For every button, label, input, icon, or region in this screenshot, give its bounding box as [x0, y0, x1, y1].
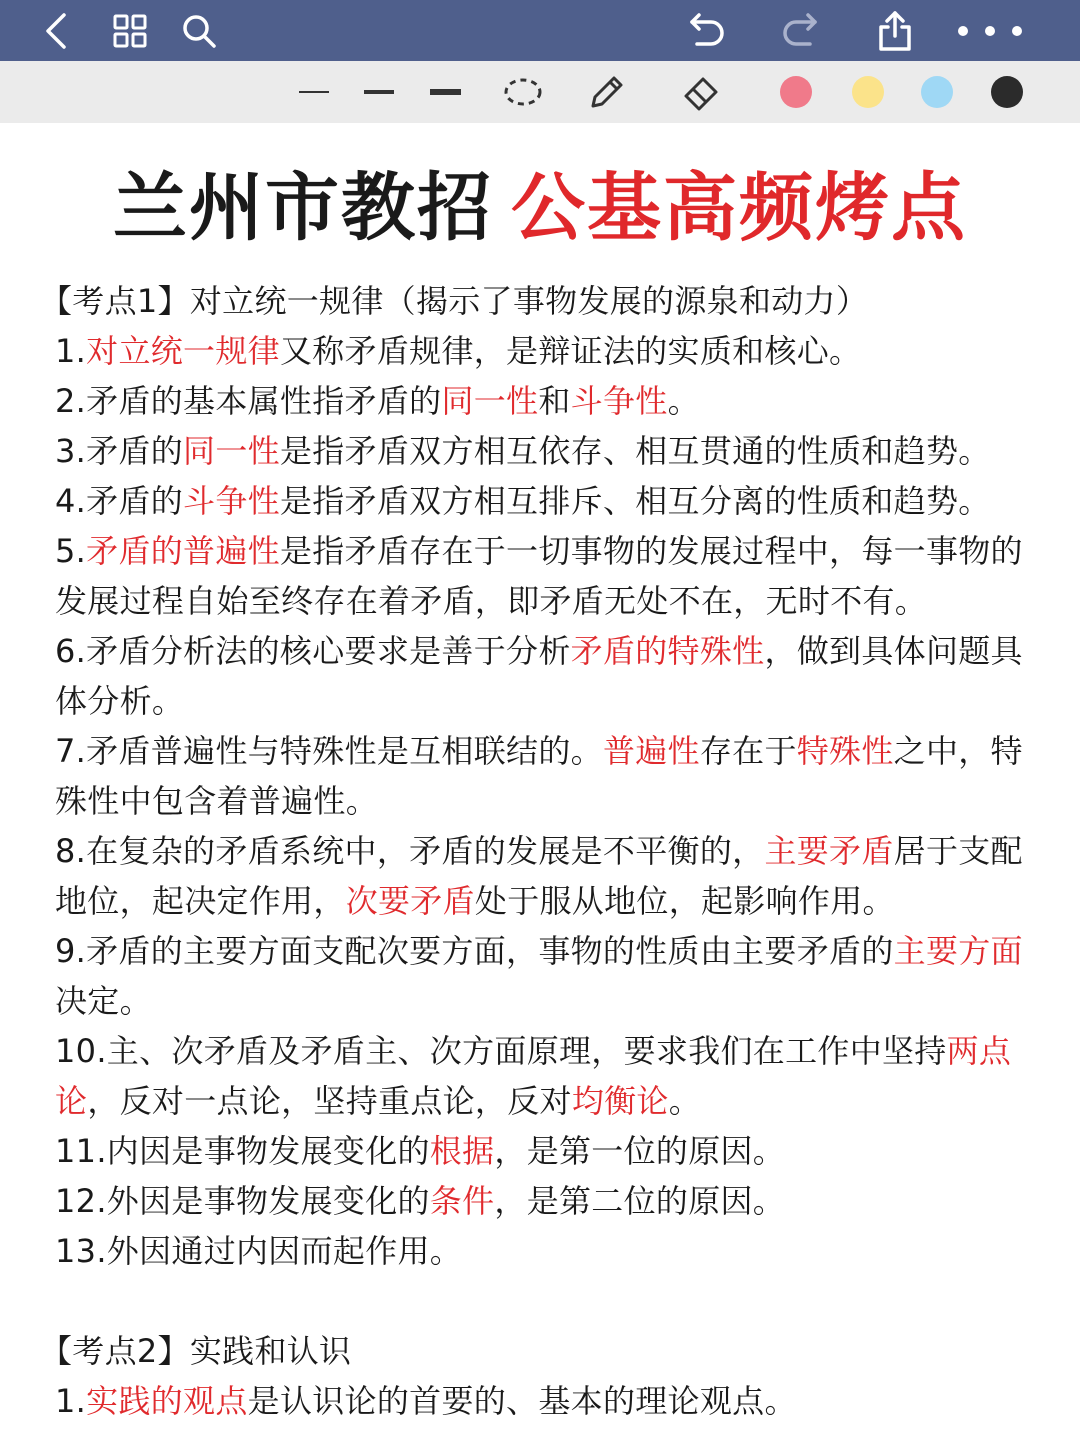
highlighted-term: 斗争性	[570, 382, 668, 420]
highlighted-term: 矛盾的普遍性	[86, 532, 280, 570]
item-text: 11.内因是事物发展变化的	[55, 1132, 430, 1170]
lasso-icon[interactable]	[502, 61, 544, 123]
item-text: ，是第一位的原因。	[494, 1132, 786, 1170]
list-item	[40, 1376, 1040, 1426]
item-text: 。	[667, 382, 700, 420]
list-item	[40, 526, 1040, 626]
item-text: 处于服从地位，起影响作用。	[474, 882, 895, 920]
highlighted-term: 次要矛盾	[345, 882, 475, 920]
section-heading: 【考点1】对立统一规律（揭示了事物发展的源泉和动力）	[40, 282, 869, 320]
item-text: 12.外因是事物发展变化的	[55, 1182, 430, 1220]
list-item	[40, 926, 1040, 1026]
item-text: 是认识论的首要的、基本的理论观点。	[247, 1382, 797, 1420]
eraser-icon[interactable]	[680, 61, 722, 123]
share-icon[interactable]	[872, 8, 918, 54]
item-text: 13.外因通过内因而起作用。	[55, 1232, 463, 1270]
item-text: 2.矛盾的基本属性指矛盾的	[55, 382, 442, 420]
item-text: 8.在复杂的矛盾系统中，矛盾的发展是不平衡的，	[55, 832, 765, 870]
item-text: ，反对一点论，坚持重点论，反对	[87, 1082, 572, 1120]
more-icon[interactable]	[952, 8, 1028, 54]
item-text: 。	[668, 1082, 702, 1120]
list-item	[40, 1026, 1040, 1126]
item-text: 6.矛盾分析法的核心要求是善于分析	[55, 632, 571, 670]
list-item	[40, 726, 1040, 826]
title-part-red: 公基高频烤点	[511, 165, 967, 251]
highlighted-term: 条件	[429, 1182, 495, 1220]
title-part-black: 兰州市教招	[113, 165, 493, 251]
section-heading: 【考点2】实践和认识	[40, 1332, 352, 1370]
list-item	[40, 1126, 1040, 1176]
highlighted-term: 两点论	[55, 1032, 1012, 1120]
highlighted-term: 根据	[429, 1132, 495, 1170]
color-swatch-black[interactable]	[990, 61, 1024, 123]
list-item	[40, 626, 1040, 726]
note-content	[40, 276, 1040, 1426]
undo-icon[interactable]	[684, 8, 730, 54]
item-text: 是指矛盾双方相互排斥、相互分离的性质和趋势。	[279, 482, 991, 520]
pen-size-medium[interactable]	[363, 61, 395, 123]
color-swatch-blue[interactable]	[920, 61, 954, 123]
highlighted-term: 主要方面	[893, 932, 1023, 970]
item-text: 存在于	[699, 732, 797, 770]
grid-icon[interactable]	[107, 8, 153, 54]
item-text: 1.	[55, 1382, 87, 1420]
item-text: ，是第二位的原因。	[494, 1182, 786, 1220]
highlighted-term: 主要矛盾	[764, 832, 894, 870]
top-navigation-bar	[0, 0, 1080, 61]
section-gap	[40, 1276, 1040, 1326]
search-icon[interactable]	[176, 8, 222, 54]
color-swatch-pink[interactable]	[779, 61, 813, 123]
item-text: 居于支配地位，起决定作用，	[55, 832, 1023, 920]
pencil-icon[interactable]	[586, 61, 628, 123]
drawing-toolbar	[0, 61, 1080, 123]
item-text: 之中，特殊性中包含着普遍性。	[55, 732, 1023, 820]
item-text: 9.矛盾的主要方面支配次要方面，事物的性质由主要矛盾的	[55, 932, 894, 970]
back-icon[interactable]	[34, 8, 80, 54]
highlighted-term: 斗争性	[183, 482, 280, 520]
item-text: 又称矛盾规律，是辩证法的实质和核心。	[279, 332, 862, 370]
item-text: 1.	[55, 332, 87, 370]
list-item	[40, 826, 1040, 926]
highlighted-term: 对立统一规律	[86, 332, 280, 370]
highlighted-term: 同一性	[441, 382, 539, 420]
item-text: 决定。	[55, 982, 152, 1020]
color-swatch-yellow[interactable]	[851, 61, 885, 123]
item-text: 3.矛盾的	[55, 432, 184, 470]
item-text: 是指矛盾双方相互依存、相互贯通的性质和趋势。	[279, 432, 991, 470]
list-item	[40, 426, 1040, 476]
list-item	[40, 326, 1040, 376]
highlighted-term: 同一性	[183, 432, 280, 470]
item-text: 7.矛盾普遍性与特殊性是互相联结的。	[55, 732, 603, 770]
highlighted-term: 普遍性	[602, 732, 700, 770]
item-text: ，做到具体问题具体分析。	[55, 632, 1023, 720]
list-item	[40, 376, 1040, 426]
page-title	[0, 158, 1080, 258]
pen-size-thin[interactable]	[298, 61, 330, 123]
list-item	[40, 476, 1040, 526]
list-item	[40, 1176, 1040, 1226]
highlighted-term: 特殊性	[796, 732, 894, 770]
item-text: 和	[538, 382, 571, 420]
item-text: 是指矛盾存在于一切事物的发展过程中，每一事物的发展过程自始至终存在着矛盾，即矛盾无处不在，无时不有。	[55, 532, 1023, 620]
item-text: 10.主、次矛盾及矛盾主、次方面原理，要求我们在工作中坚持	[55, 1032, 947, 1070]
highlighted-term: 均衡论	[571, 1082, 669, 1120]
highlighted-term: 矛盾的特殊性	[570, 632, 765, 670]
highlighted-term: 实践的观点	[86, 1382, 248, 1420]
list-item	[40, 1226, 1040, 1276]
item-text: 5.	[55, 532, 87, 570]
redo-icon[interactable]	[777, 8, 823, 54]
item-text: 4.矛盾的	[55, 482, 184, 520]
pen-size-thick[interactable]	[428, 61, 462, 123]
